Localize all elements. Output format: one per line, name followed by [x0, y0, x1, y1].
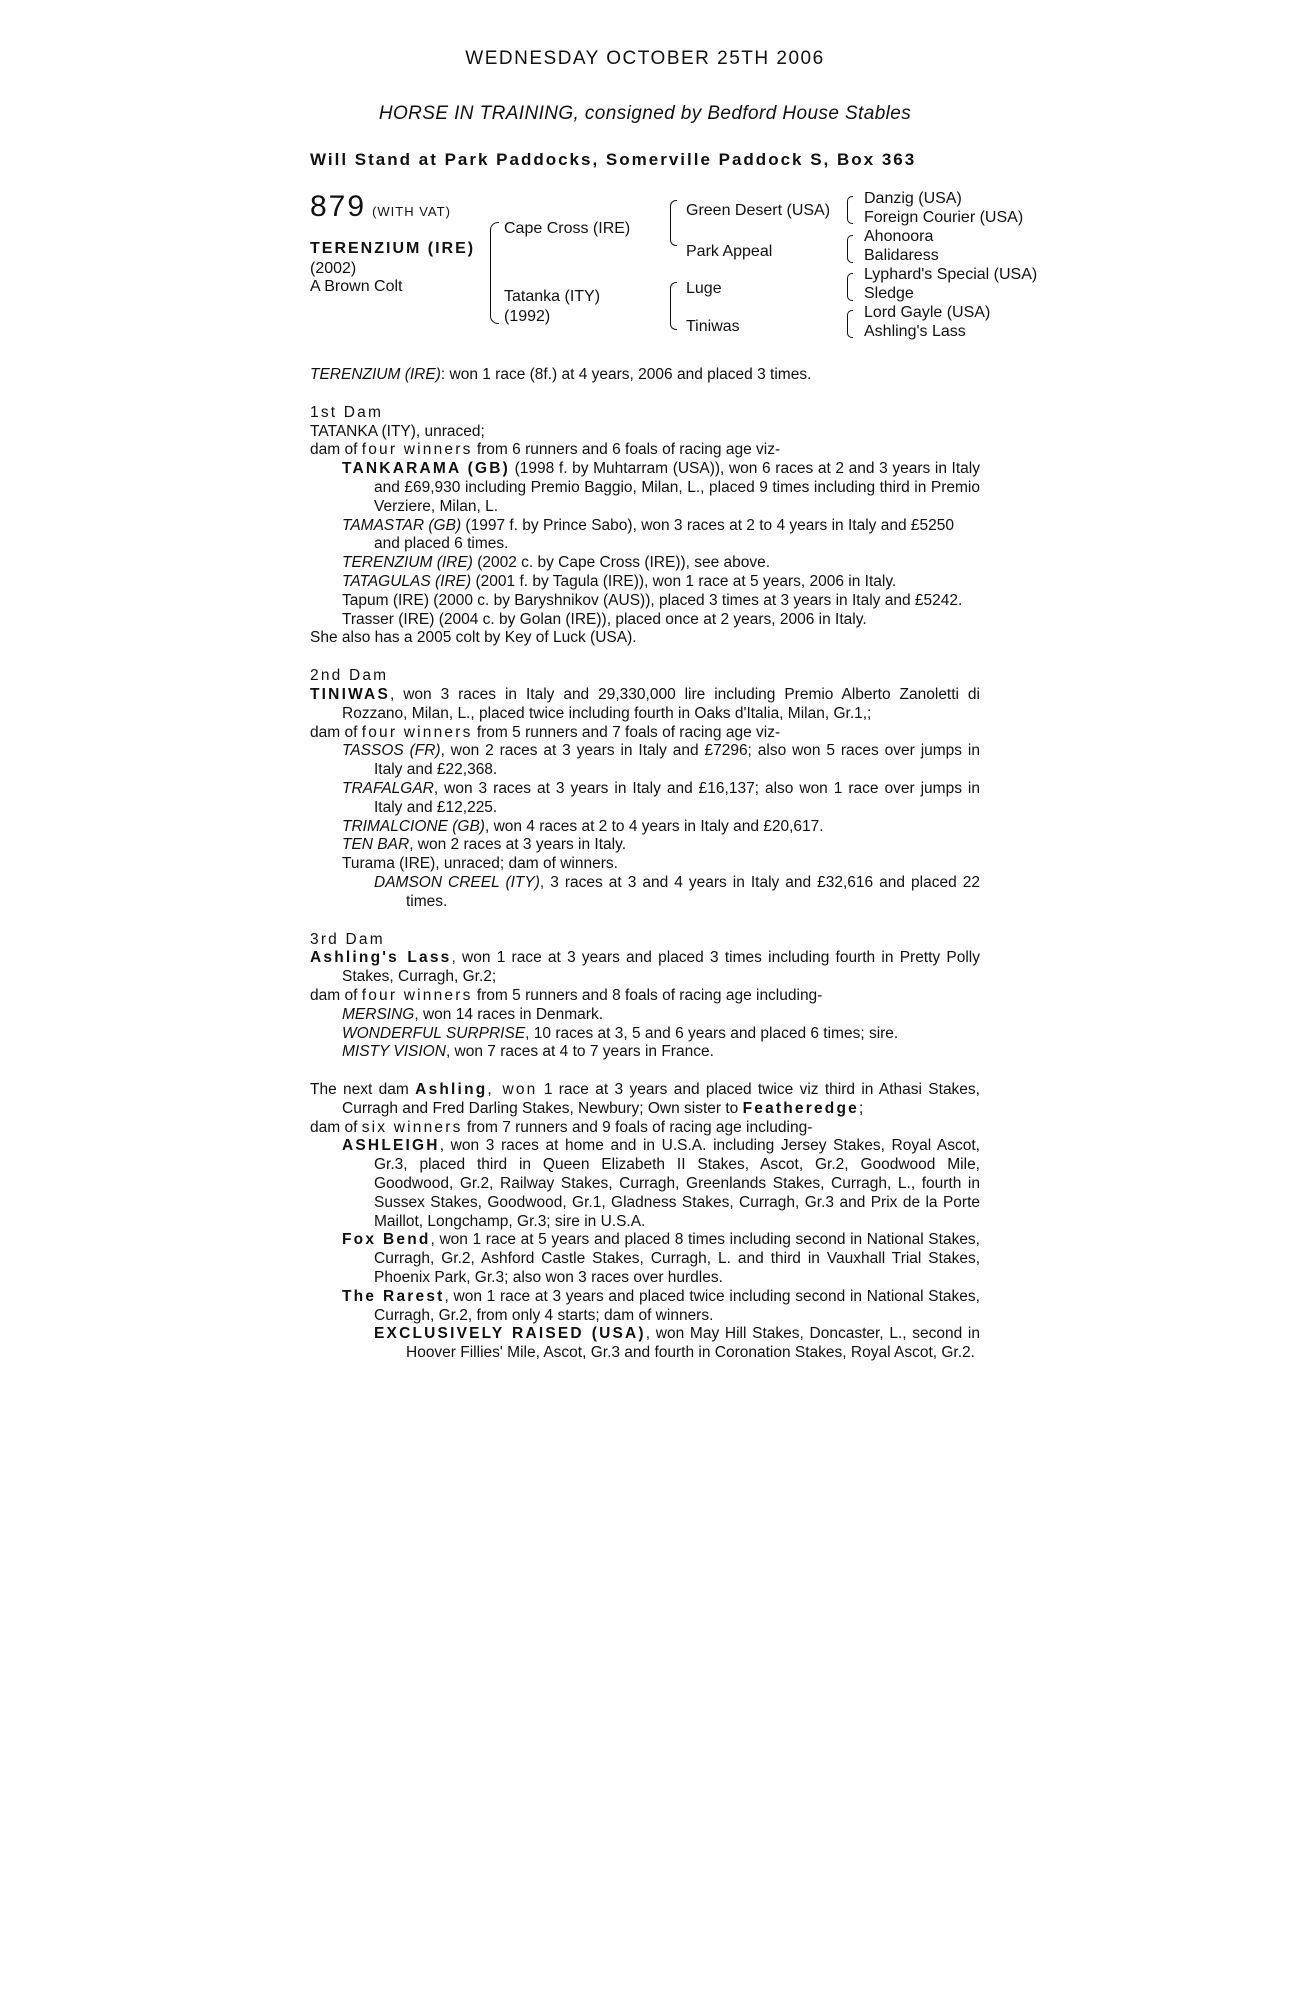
lot-header — [310, 190, 451, 224]
pedigree-brace-g3 — [847, 273, 853, 301]
produce-entry: MERSING, won 14 races in Denmark. — [342, 1005, 604, 1023]
great-grandparent: Ashling's Lass — [864, 323, 966, 340]
dam-dam: Tiniwas — [686, 318, 740, 335]
produce-entry: MISTY VISION, won 7 races at 4 to 7 years in France. — [342, 1043, 714, 1061]
produce-entry: ASHLEIGH, won 3 races at home and in U.S.A. including Jersey Stakes, Royal Ascot, Gr.3, placed third in Queen Elizabeth II Stakes, Ascot, Gr.2, Goodwood Mile, Goodwood, Gr.2, Railway Stakes, Curragh, Greenlands Stakes, Curragh, L., fourth in Sussex Stakes, Goodwood, Gr.1, Gladness Stakes, Curragh, Gr.3 and Prix de la Porte Maillot, Longchamp, Gr.3; sire in U.S.A. — [342, 1137, 980, 1230]
third-dam-line: Ashling's Lass, won 1 race at 3 years and placed 3 times including fourth in Pretty Polly Stakes, Curragh, Gr.2; — [310, 949, 980, 986]
pedigree-brace-gen1 — [490, 222, 499, 324]
great-grandparent: Lyphard's Special (USA) — [864, 266, 1038, 283]
produce-entry: TERENZIUM (IRE) (2002 c. by Cape Cross (IRE)), see above. — [342, 554, 771, 572]
first-dam-heading: 1st Dam — [310, 403, 384, 421]
third-dam-heading: 3rd Dam — [310, 930, 385, 948]
produce-entry: TASSOS (FR), won 2 races at 3 years in Italy and £7296; also won 5 races over jumps in Italy and £22,368. — [342, 742, 980, 779]
second-dam-line: TINIWAS, won 3 races in Italy and 29,330,000 lire including Premio Alberto Zanoletti di Rozzano, Milan, L., placed twice including fourth in Oaks d'Italia, Milan, Gr.1,; — [310, 685, 980, 722]
produce-entry: TRIMALCIONE (GB), won 4 races at 2 to 4 years in Italy and £20,617. — [342, 817, 824, 835]
dam-year: (1992) — [504, 308, 551, 325]
produce-entry: TRAFALGAR, won 3 races at 3 years in Italy and £16,137; also won 1 race over jumps in Italy and £12,225. — [342, 779, 980, 816]
grand-produce-entry: EXCLUSIVELY RAISED (USA), won May Hill Stakes, Doncaster, L., second in Hoover Fillies' Mile, Ascot, Gr.3 and fourth in Coronation Stakes, Royal Ascot, Gr.2. — [374, 1325, 980, 1362]
third-dam-produce: dam of four winners from 5 runners and 8 foals of racing age including- — [310, 986, 823, 1004]
horse-name: TERENZIUM (IRE) — [310, 240, 476, 257]
sire-sire: Green Desert (USA) — [686, 202, 831, 219]
produce-entry: The Rarest, won 1 race at 3 years and placed twice including second in National Stakes, Curragh, Gr.2, from only 4 starts; dam of winners. — [342, 1287, 980, 1324]
great-grandparent: Balidaress — [864, 247, 939, 264]
great-grandparent: Ahonoora — [864, 228, 934, 245]
horse-year: (2002) — [310, 260, 357, 277]
first-dam-footer: She also has a 2005 colt by Key of Luck (USA). — [310, 629, 637, 647]
stand-location: Will Stand at Park Paddocks, Somerville Paddock S, Box 363 — [310, 150, 917, 169]
pedigree-brace-g4 — [847, 310, 853, 338]
pedigree-brace-g2 — [847, 235, 853, 263]
second-dam-heading: 2nd Dam — [310, 667, 389, 685]
first-dam-line: TATANKA (ITY), unraced; — [310, 422, 485, 440]
produce-entry: Tapum (IRE) (2000 c. by Baryshnikov (AUS)), placed 3 times at 3 years in Italy and £5242. — [342, 591, 963, 609]
produce-entry: Trasser (IRE) (2004 c. by Golan (IRE)), placed once at 2 years, 2006 in Italy. — [342, 610, 867, 628]
sire-dam: Park Appeal — [686, 243, 773, 260]
produce-entry: WONDERFUL SURPRISE, 10 races at 3, 5 and 6 years and placed 6 times; sire. — [342, 1024, 899, 1042]
summary-horse-name: TERENZIUM (IRE) — [310, 366, 441, 383]
catalogue-text — [310, 366, 980, 1363]
second-dam-produce: dam of four winners from 5 runners and 7 foals of racing age viz- — [310, 723, 781, 741]
grand-produce-entry: DAMSON CREEL (ITY), 3 races at 3 and 4 years in Italy and £32,616 and placed 22 times. — [374, 873, 980, 910]
pedigree-brace-g1 — [847, 196, 853, 224]
produce-entry: TAMASTAR (GB) (1997 f. by Prince Sabo), won 3 races at 2 to 4 years in Italy and £5250 and placed 6 times. — [342, 516, 954, 553]
race-summary — [310, 366, 980, 385]
next-dam-produce: dam of six winners from 7 runners and 9 foals of racing age including- — [310, 1118, 813, 1136]
dam: Tatanka (ITY) — [504, 288, 601, 305]
produce-entry: Turama (IRE), unraced; dam of winners. — [342, 855, 618, 873]
pedigree-brace-dam — [670, 282, 677, 330]
sire: Cape Cross (IRE) — [504, 220, 631, 237]
great-grandparent: Lord Gayle (USA) — [864, 304, 991, 321]
summary-text: : won 1 race (8f.) at 4 years, 2006 and placed 3 times. — [440, 366, 812, 383]
consignment-line: HORSE IN TRAINING, consigned by Bedford House Stables — [378, 103, 912, 124]
produce-entry: TATAGULAS (IRE) (2001 f. by Tagula (IRE)), won 1 race at 5 years, 2006 in Italy. — [342, 572, 897, 590]
horse-description: A Brown Colt — [310, 278, 403, 295]
pedigree-table — [310, 190, 1070, 360]
great-grandparent: Foreign Courier (USA) — [864, 209, 1024, 226]
pedigree-brace-sire — [670, 200, 677, 246]
great-grandparent: Danzig (USA) — [864, 190, 962, 207]
vat-note: (WITH VAT) — [372, 204, 451, 219]
produce-entry: TEN BAR, won 2 races at 3 years in Italy. — [342, 836, 626, 854]
great-grandparent: Sledge — [864, 285, 914, 302]
dam-sire: Luge — [686, 280, 722, 297]
lot-number: 879 — [310, 190, 367, 223]
produce-entry: Fox Bend, won 1 race at 5 years and placed 8 times including second in National Stakes, Curragh, Gr.2, Ashford Castle Stakes, Curragh, L. and third in Vauxhall Trial Stakes, Phoenix Park, Gr.3; also won 3 races over hurdles. — [342, 1231, 980, 1287]
sale-date: WEDNESDAY OCTOBER 25TH 2006 — [465, 48, 825, 69]
next-dam-line: The next dam Ashling, won 1 race at 3 years and placed twice viz third in Athasi Stakes, Curragh and Fred Darling Stakes, Newbury; Own sister to Featheredge; — [310, 1081, 980, 1117]
produce-entry: TANKARAMA (GB) (1998 f. by Muhtarram (USA)), won 6 races at 2 and 3 years in Italy and £69,930 including Premio Baggio, Milan, L., placed 9 times including third in Premio Verziere, Milan, L. — [342, 460, 980, 515]
first-dam-produce: dam of four winners from 6 runners and 6 foals of racing age viz- — [310, 441, 781, 459]
